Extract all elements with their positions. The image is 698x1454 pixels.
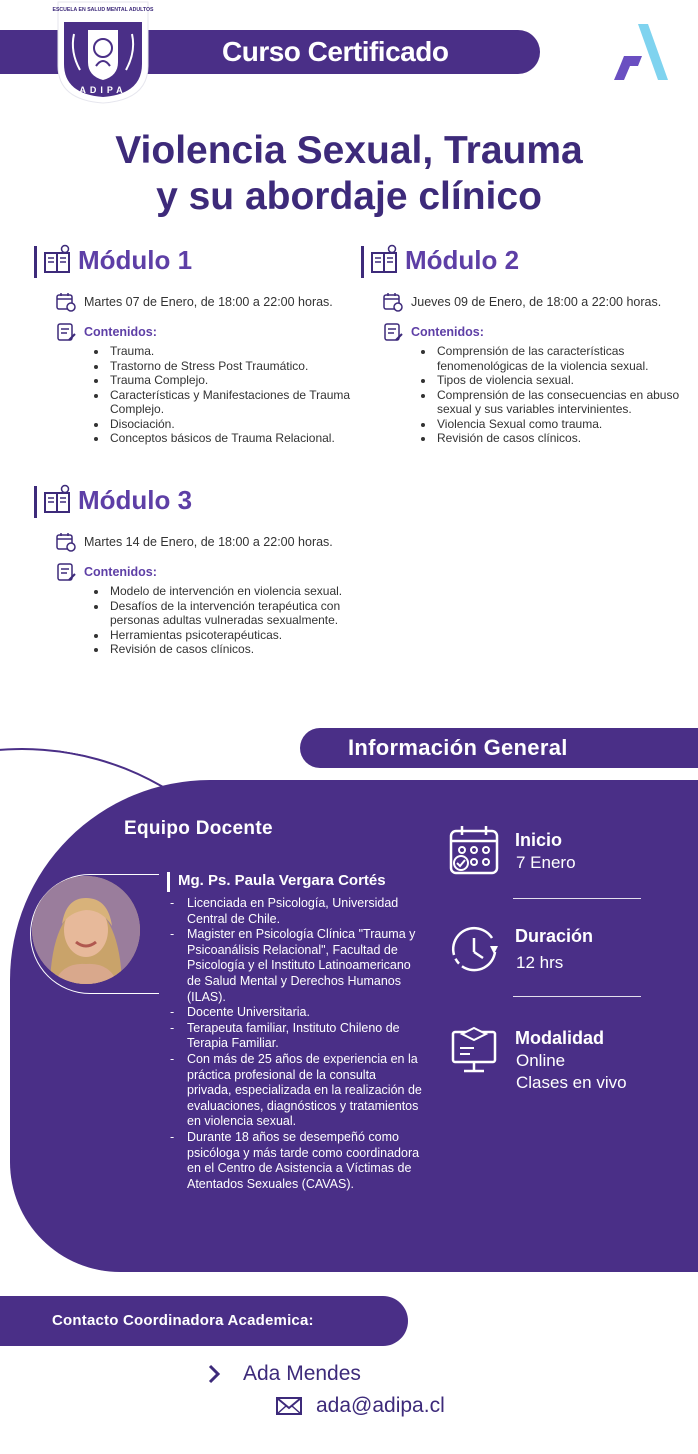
module-title-bar [34, 246, 37, 278]
module-contents-list [84, 344, 358, 446]
course-title [40, 128, 658, 220]
module-contents-list [411, 344, 698, 446]
clock-icon [448, 924, 500, 976]
contact-title: Contacto Coordinadora Academica: [52, 1312, 314, 1329]
book-lightbulb-icon [370, 244, 400, 274]
course-title-line-2: y su abordaje clínico [156, 175, 542, 218]
calendar-check-icon [448, 824, 500, 876]
list-item: • Conceptos básicos de Trauma Relacional. [108, 431, 358, 446]
book-lightbulb-icon [43, 484, 73, 514]
monitor-graduation-icon [448, 1024, 500, 1076]
module-date: Martes 14 de Enero, de 18:00 a 22:00 horas. [84, 535, 333, 549]
duracion-value: 12 hrs [516, 953, 564, 972]
contents-label: Contenidos: [411, 325, 484, 339]
list-item: - Magister en Psicología Clínica "Trauma y Psicoanálisis Relacional", Facultad de Psicología y el Instituto Latinoamericano de Salud Mental y Derechos Humanos (ILAS). [168, 927, 423, 1005]
list-item: • Modelo de intervención en violencia sexual. [108, 584, 358, 599]
module-contents-list [84, 584, 358, 657]
teacher-name-bar [167, 872, 170, 892]
list-item: • Trauma. [108, 344, 358, 359]
module-title: Módulo 2 [405, 245, 520, 275]
teacher-bio-list [168, 896, 423, 1192]
chevron-right-icon [204, 1362, 224, 1386]
calendar-clock-icon [56, 292, 76, 312]
inicio-label: Inicio [515, 830, 563, 850]
seal-top-text: ESCUELA EN SALUD MENTAL ADULTOS [52, 7, 154, 13]
list-item: • Comprensión de las características fenomenológicas de la violencia sexual. [435, 344, 698, 373]
list-item: - Licenciada en Psicología, Universidad Central de Chile. [168, 896, 423, 927]
adipa-seal-logo [52, 0, 154, 104]
divider [513, 996, 641, 997]
list-item: - Docente Universitaria. [168, 1005, 423, 1021]
module-title-bar [34, 486, 37, 518]
module-2 [361, 244, 691, 474]
module-1 [34, 244, 354, 474]
header-badge-text: Curso Certificado [222, 36, 449, 67]
list-item: • Características y Manifestaciones de Trauma Complejo. [108, 388, 358, 417]
modalidad-value-online: Online [516, 1051, 566, 1070]
list-item: • Violencia Sexual como trauma. [435, 417, 698, 432]
module-title-bar [361, 246, 364, 278]
teacher-photo-avatar [32, 876, 140, 984]
list-item: • Trastorno de Stress Post Traumático. [108, 359, 358, 374]
list-item: - Durante 18 años se desempeñó como psicóloga y más tarde como coordinadora en el Centro de Asistencia a Víctimas de Atentados Sexuales (CAVAS). [168, 1130, 423, 1192]
list-item: - Con más de 25 años de experiencia en la práctica profesional de la consulta privada, especializada en la realización de evaluaciones, diagnósticos y tratamientos en violencia sexual. [168, 1052, 423, 1130]
list-item: • Revisión de casos clínicos. [108, 642, 358, 657]
calendar-clock-icon [56, 532, 76, 552]
inicio-value: 7 Enero [516, 853, 576, 872]
contents-label: Contenidos: [84, 565, 157, 579]
list-item: • Tipos de violencia sexual. [435, 373, 698, 388]
team-title: Equipo Docente [124, 818, 273, 839]
list-item: • Desafíos de la intervención terapéutica con personas adultas vulneradas sexualmente. [108, 599, 358, 628]
document-edit-icon [56, 322, 76, 342]
divider [513, 898, 641, 899]
list-item: • Trauma Complejo. [108, 373, 358, 388]
list-item: • Revisión de casos clínicos. [435, 431, 698, 446]
module-3 [34, 484, 354, 704]
list-item: • Disociación. [108, 417, 358, 432]
list-item: • Comprensión de las consecuencias en abuso sexual y sus variables intervinientes. [435, 388, 698, 417]
mail-icon [275, 1394, 303, 1418]
module-title: Módulo 3 [78, 485, 193, 515]
contents-label: Contenidos: [84, 325, 157, 339]
list-item: - Terapeuta familiar, Instituto Chileno de Terapia Familiar. [168, 1021, 423, 1052]
list-item: • Herramientas psicoterapéuticas. [108, 628, 358, 643]
teacher-name: Mg. Ps. Paula Vergara Cortés [178, 872, 386, 889]
module-date: Martes 07 de Enero, de 18:00 a 22:00 horas. [84, 295, 333, 309]
contact-name: Ada Mendes [243, 1362, 361, 1385]
book-lightbulb-icon [43, 244, 73, 274]
seal-bottom-text: ADIPA [79, 85, 127, 95]
contact-email-link[interactable]: ada@adipa.cl [316, 1394, 445, 1417]
course-title-line-1: Violencia Sexual, Trauma [115, 129, 583, 172]
module-title: Módulo 1 [78, 245, 193, 275]
module-date: Jueves 09 de Enero, de 18:00 a 22:00 horas. [411, 295, 662, 309]
modalidad-label: Modalidad [515, 1028, 604, 1048]
document-edit-icon [56, 562, 76, 582]
info-general-title: Información General [348, 735, 568, 760]
document-edit-icon [383, 322, 403, 342]
modalidad-value-live: Clases en vivo [516, 1073, 627, 1092]
duracion-label: Duración [515, 926, 594, 946]
calendar-clock-icon [383, 292, 403, 312]
adipa-a-logo-icon [612, 22, 670, 82]
